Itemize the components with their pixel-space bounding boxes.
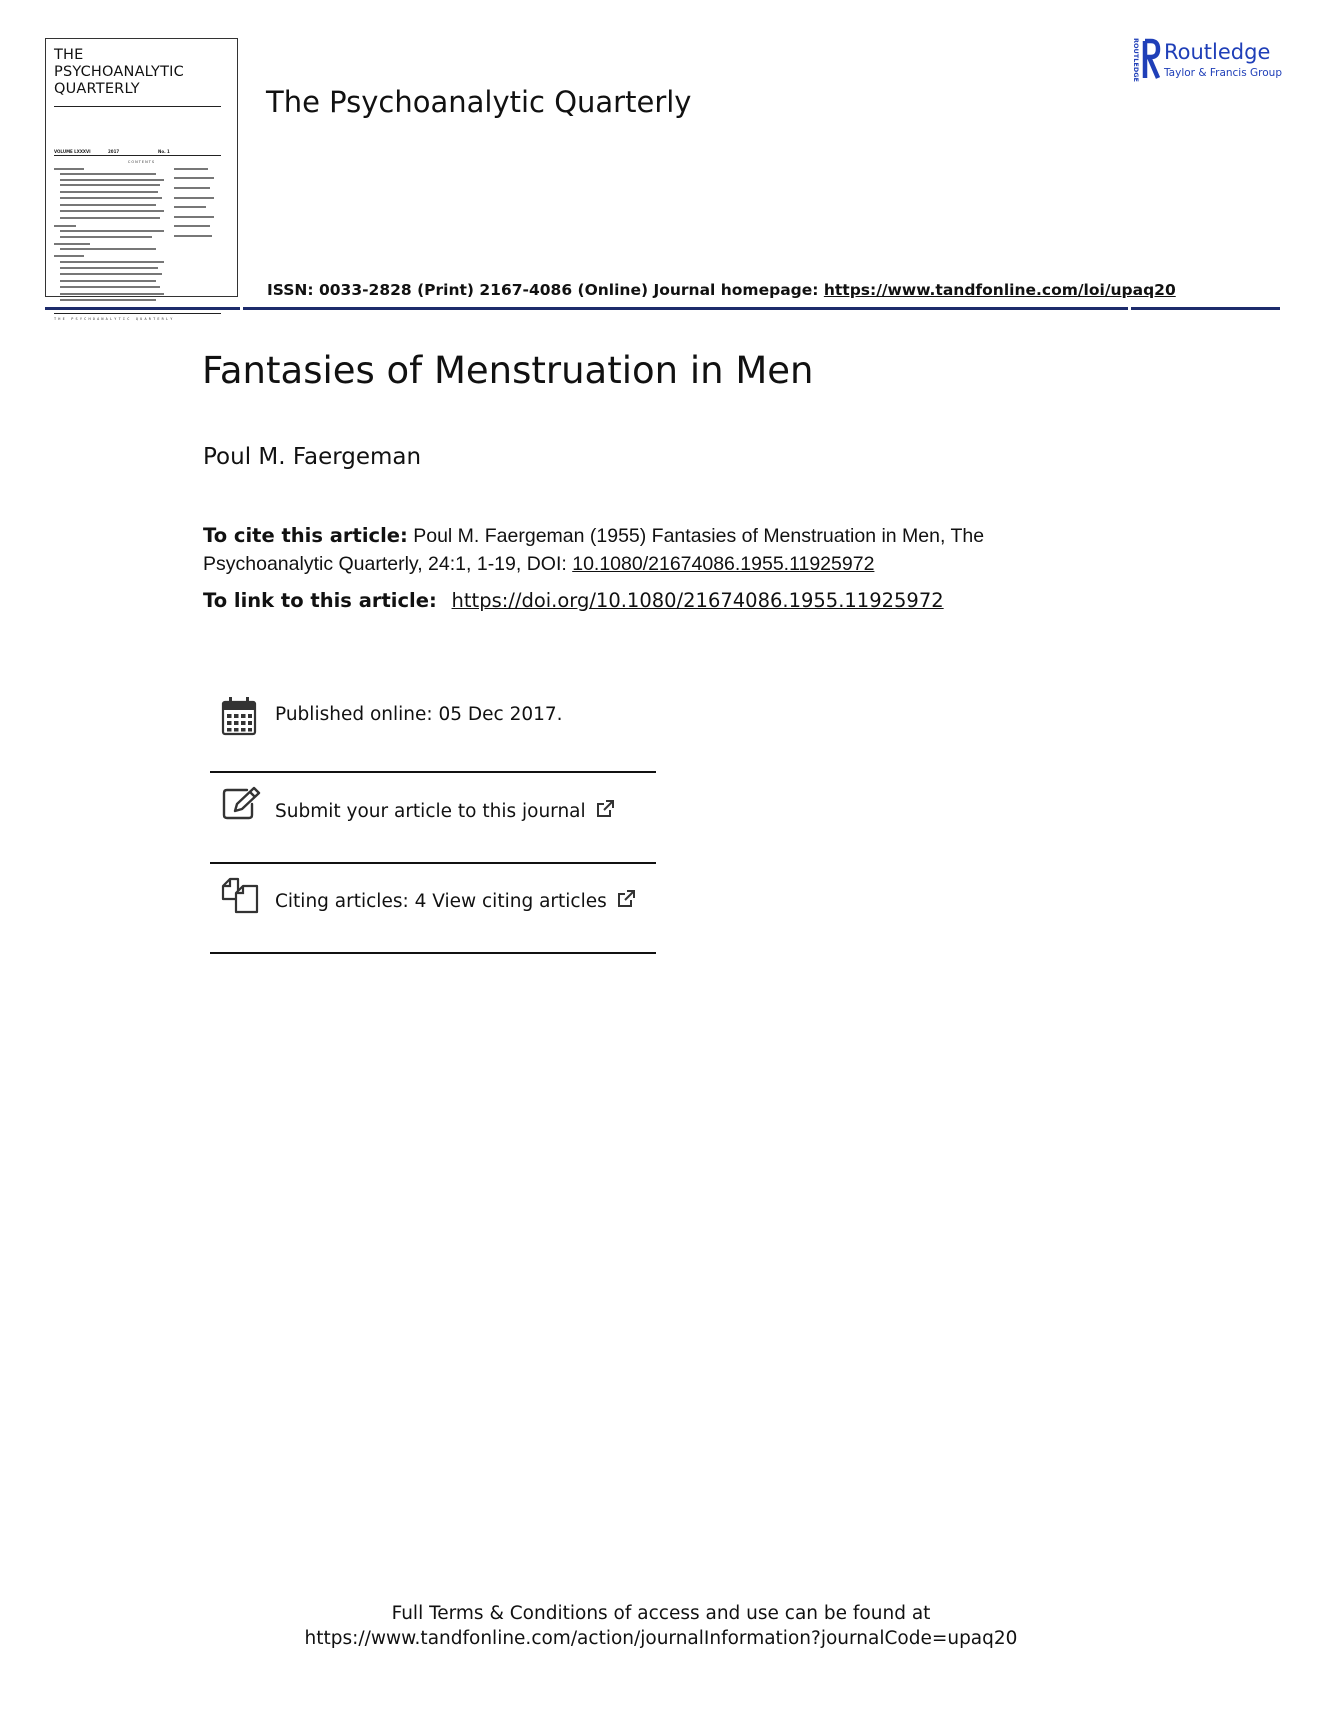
cover-toc-line: [54, 255, 84, 257]
link-label: To link to this article:: [203, 589, 444, 612]
cover-toc-line: [60, 286, 160, 288]
cover-title: THE PSYCHOANALYTIC QUARTERLY: [54, 47, 184, 97]
cite-doi-link[interactable]: 10.1080/21674086.1955.11925972: [572, 553, 875, 575]
documents-icon: [221, 876, 259, 914]
issn-text: ISSN: 0033-2828 (Print) 2167-4086 (Online) Journal homepage:: [267, 281, 824, 299]
publisher-name: Routledge: [1164, 40, 1271, 64]
divider: [210, 952, 656, 954]
published-online-row: [210, 696, 656, 766]
external-link-icon: [617, 890, 635, 908]
submit-article-link[interactable]: Submit your article to this journal: [275, 800, 614, 822]
cover-volume: VOLUME LXXXVI: [54, 149, 91, 154]
cite-text: Poul M. Faergeman (1955) Fantasies of Menstruation in Men, The Psychoanalytic Quarterly, 24:1, 1-19, DOI:: [203, 525, 985, 575]
cover-toc-line: [60, 197, 162, 199]
cover-toc-line: [174, 177, 214, 179]
journal-homepage-link[interactable]: https://www.tandfonline.com/loi/upaq20: [823, 281, 1176, 299]
cover-toc-line: [60, 299, 156, 301]
cover-toc-line: [60, 261, 164, 263]
cover-number: No. 1: [158, 149, 170, 154]
terms-url[interactable]: https://www.tandfonline.com/action/journalInformation?journalCode=upaq20: [304, 1628, 1018, 1649]
cover-toc-line: [60, 204, 156, 206]
cover-rule: [54, 106, 221, 107]
cover-year: 2017: [108, 149, 120, 154]
cover-toc-line: [60, 248, 156, 250]
terms-line: Full Terms & Conditions of access and use can be found at: [391, 1603, 931, 1624]
cover-toc-line: [60, 184, 160, 186]
edit-icon: [221, 786, 261, 822]
divider: [210, 771, 656, 773]
cover-toc-line: [174, 235, 212, 237]
article-doi-link[interactable]: https://doi.org/10.1080/21674086.1955.11925972: [451, 589, 944, 612]
routledge-logo[interactable]: [1127, 38, 1287, 86]
cover-toc-line: [60, 236, 152, 238]
external-link-icon: [596, 800, 614, 818]
cover-toc-line: [60, 293, 164, 295]
article-link-line: [203, 589, 944, 612]
citation-block: [203, 522, 1103, 578]
cover-toc-line: [60, 217, 160, 219]
citing-articles-link[interactable]: Citing articles: 4 View citing articles: [275, 890, 635, 912]
journal-title: The Psychoanalytic Quarterly: [266, 85, 692, 119]
cover-toc-line: [174, 168, 208, 170]
cover-toc-line: [60, 280, 156, 282]
publisher-group: Taylor & Francis Group: [1164, 67, 1282, 79]
published-online-text: Published online: 05 Dec 2017.: [275, 704, 563, 725]
citing-articles-row[interactable]: [210, 876, 656, 946]
cover-toc-line: [54, 168, 84, 170]
issn-line: [267, 281, 1176, 299]
cover-rule: [54, 313, 221, 314]
cover-toc-line: [174, 216, 214, 218]
submit-article-row[interactable]: [210, 786, 656, 856]
cover-toc-line: [174, 187, 210, 189]
divider: [210, 862, 656, 864]
cover-toc-line: [60, 210, 164, 212]
cover-toc-line: [174, 197, 214, 199]
journal-cover-thumbnail: [45, 38, 238, 321]
cover-toc-line: [60, 173, 156, 175]
cover-toc-line: [60, 267, 158, 269]
cover-toc-line: [60, 191, 158, 193]
article-author: Poul M. Faergeman: [203, 444, 422, 470]
cover-toc-line: [60, 179, 164, 181]
cover-toc-line: [60, 273, 162, 275]
terms-footer: [0, 1601, 1322, 1651]
cover-rule: [54, 155, 221, 156]
cover-contents-label: CONTENTS: [127, 160, 156, 164]
cover-toc-line: [174, 206, 206, 208]
cover-toc-line: [60, 230, 164, 232]
cover-toc-line: [54, 225, 76, 227]
cite-label: To cite this article:: [203, 524, 408, 547]
cover-footer-text: THE PSYCHOANALYTIC QUARTERLY: [54, 317, 175, 321]
cover-toc-line: [54, 243, 90, 245]
article-title: Fantasies of Menstruation in Men: [202, 349, 814, 392]
header-rule: [45, 307, 1280, 310]
calendar-icon: [221, 696, 257, 736]
routledge-vertical-wordmark: ROUTLEDGE: [1132, 38, 1140, 82]
cover-toc-line: [174, 225, 210, 227]
